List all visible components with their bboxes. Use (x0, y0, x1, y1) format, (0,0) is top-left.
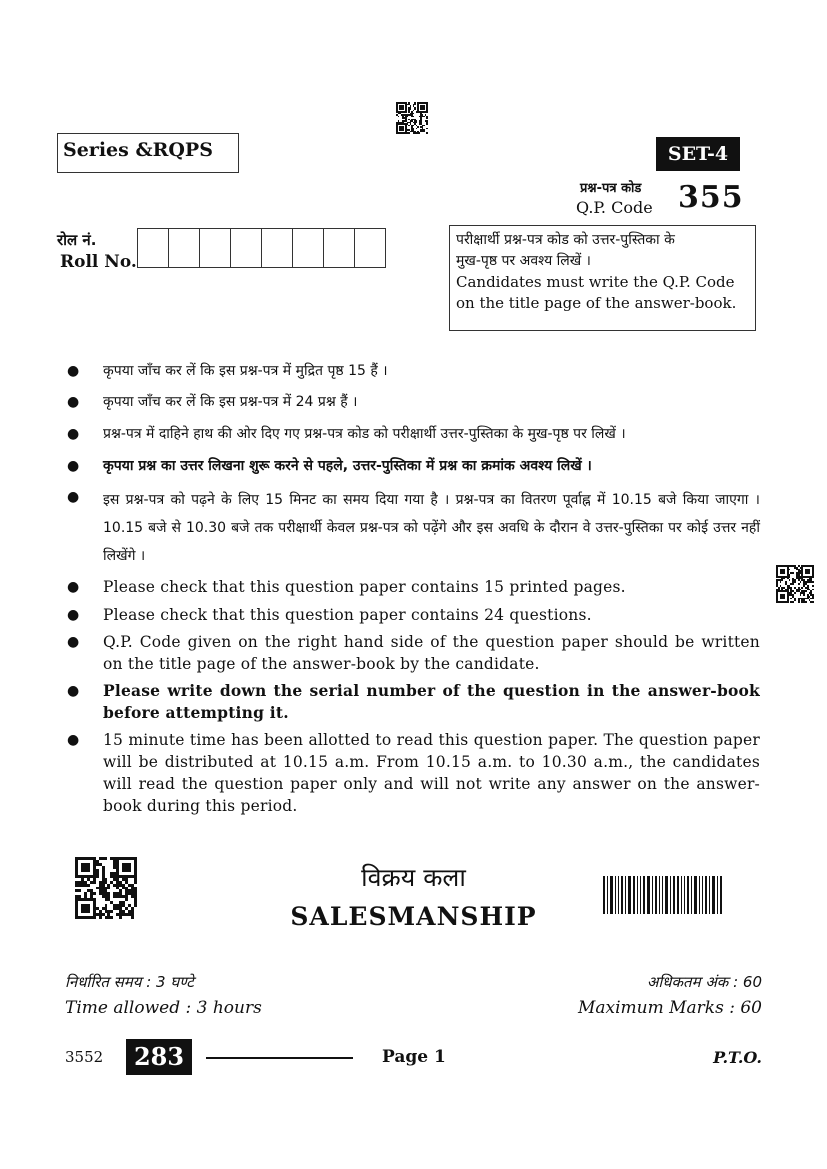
roll-label: Roll No. (60, 252, 137, 272)
barcode-bar (702, 876, 703, 914)
barcode-bar (691, 876, 692, 914)
barcode-bar (687, 876, 689, 914)
maximum-marks-hindi: अधिकतम अंक : 60 (646, 973, 762, 991)
maximum-marks: Maximum Marks : 60 (577, 998, 762, 1018)
bullet: ● (67, 732, 80, 748)
instruction-text: Please check that this question paper contains 24 questions. (103, 606, 592, 624)
barcode-bar (603, 876, 605, 914)
roll-number-box[interactable] (355, 229, 386, 267)
roll-number-box[interactable] (138, 229, 169, 267)
instruction-english-item (66, 604, 760, 626)
barcode-bar (705, 876, 707, 914)
roll-number-box[interactable] (169, 229, 200, 267)
pto-label: P.T.O. (713, 1048, 762, 1067)
instruction-text: Q.P. Code given on the right hand side of the question paper should be written on the title page of the answer-book by the candidate. (103, 633, 760, 673)
roll-number-box[interactable] (200, 229, 231, 267)
instruction-hindi-item (66, 423, 760, 445)
instruction-text: कृपया जाँच कर लें कि इस प्रश्न-पत्र में 24 प्रश्न हैं । (103, 394, 358, 410)
barcode-bar (625, 876, 626, 914)
candidate-note-english-1: Candidates must write the Q.P. Code (456, 273, 735, 291)
barcode-bar (628, 876, 631, 914)
instruction-text: कृपया जाँच कर लें कि इस प्रश्न-पत्र में मुद्रित पृष्ठ 15 हैं । (103, 363, 388, 379)
instruction-hindi-item (66, 455, 760, 477)
instruction-text: Please write down the serial number of the question in the answer-book before attempting it. (103, 681, 760, 722)
bullet: ● (67, 489, 80, 505)
barcode-bar (720, 876, 722, 914)
qp-code-label: Q.P. Code (576, 198, 653, 217)
series-label: Series &RQPS (57, 133, 239, 173)
barcode-bar (618, 876, 619, 914)
barcode-bar (677, 876, 679, 914)
instruction-text: कृपया प्रश्न का उत्तर लिखना शुरू करने से पहले, उत्तर-पुस्तिका में प्रश्न का क्रमांक अवश्य लिखें । (103, 458, 592, 474)
time-allowed-hindi: निर्धारित समय : 3 घण्टे (65, 973, 194, 991)
barcode-bar (633, 876, 635, 914)
paper-badge: 283 (126, 1039, 192, 1075)
instruction-english-item (66, 576, 760, 598)
subject-title: SALESMANSHIP (290, 902, 537, 931)
instruction-text: प्रश्न-पत्र में दाहिने हाथ की ओर दिए गए प्रश्न-पत्र कोड को परीक्षार्थी उत्तर-पुस्तिका के मुख-पृष्ठ पर लिखें । (103, 426, 626, 442)
time-allowed: Time allowed : 3 hours (65, 998, 262, 1018)
qr-code-top (396, 102, 428, 134)
barcode-bar (717, 876, 718, 914)
barcode-bar (659, 876, 660, 914)
barcode-bar (709, 876, 710, 914)
bullet: ● (67, 607, 80, 623)
instruction-english-item (66, 680, 760, 724)
bullet: ● (67, 363, 80, 379)
candidate-note-box (449, 225, 756, 331)
qr-code-right (776, 565, 814, 603)
barcode (603, 876, 724, 914)
subject-title-hindi: विक्रय कला (361, 863, 466, 892)
roll-number-box[interactable] (231, 229, 262, 267)
barcode-bar (670, 876, 671, 914)
barcode-bar (652, 876, 653, 914)
instruction-hindi-item (66, 391, 760, 413)
barcode-bar (615, 876, 616, 914)
footer-divider (206, 1057, 353, 1059)
roll-label-hindi: रोल नं. (57, 231, 97, 249)
instruction-text: 15 minute time has been allotted to read this question paper. The question paper will be distributed at 10.15 a.m. From 10.15 a.m. to 10.30 a.m., the candidates will read the question paper only and will not write any answer on the answer-book during this period. (103, 731, 760, 815)
qp-code-label-hindi: प्रश्न-पत्र कोड (580, 181, 642, 196)
barcode-bar (655, 876, 657, 914)
candidate-note-hindi-2: मुख-पृष्ठ पर अवश्य लिखें । (456, 253, 591, 269)
barcode-bar (610, 876, 613, 914)
qp-code-value: 355 (678, 180, 744, 215)
candidate-note-hindi-1: परीक्षार्थी प्रश्न-पत्र कोड को उत्तर-पुस्तिका के (456, 232, 675, 248)
barcode-bar (673, 876, 675, 914)
roll-number-box[interactable] (324, 229, 355, 267)
candidate-note-english-2: on the title page of the answer-book. (456, 294, 737, 312)
roll-number-box[interactable] (262, 229, 293, 267)
barcode-bar (712, 876, 715, 914)
set-badge: SET-4 (656, 137, 740, 171)
roll-number-box[interactable] (293, 229, 324, 267)
barcode-bar (637, 876, 638, 914)
bullet: ● (67, 579, 80, 595)
bullet: ● (67, 426, 80, 442)
barcode-bar (647, 876, 650, 914)
instruction-text: Please check that this question paper contains 15 printed pages. (103, 578, 626, 596)
barcode-bar (643, 876, 645, 914)
instruction-english-item (66, 631, 760, 675)
paper-code: 3552 (65, 1048, 104, 1066)
barcode-bar (640, 876, 641, 914)
barcode-bar (681, 876, 682, 914)
barcode-bar (662, 876, 663, 914)
bullet: ● (67, 394, 80, 410)
bullet: ● (67, 683, 80, 699)
instruction-hindi-item (66, 486, 760, 570)
bullet: ● (67, 458, 80, 474)
barcode-bar (665, 876, 668, 914)
bullet: ● (67, 634, 80, 650)
instruction-hindi-item (66, 360, 760, 382)
barcode-bar (621, 876, 623, 914)
roll-number-boxes[interactable] (137, 228, 386, 268)
barcode-bar (684, 876, 685, 914)
barcode-bar (694, 876, 697, 914)
instruction-english-item (66, 729, 760, 817)
page-number: Page 1 (382, 1047, 446, 1067)
barcode-bar (699, 876, 700, 914)
barcode-bar (607, 876, 608, 914)
instruction-text: इस प्रश्न-पत्र को पढ़ने के लिए 15 मिनट का समय दिया गया है । प्रश्न-पत्र का वितरण पूर्वाह्न में 10.15 बजे किया जाएगा । 10.15 बजे से 10.30 बजे तक परीक्षार्थी केवल प्रश्न-पत्र को पढ़ेंगे और इस अवधि के दौरान वे उत्तर-पुस्तिका पर कोई उत्तर नहीं लिखेंगे । (103, 492, 760, 564)
